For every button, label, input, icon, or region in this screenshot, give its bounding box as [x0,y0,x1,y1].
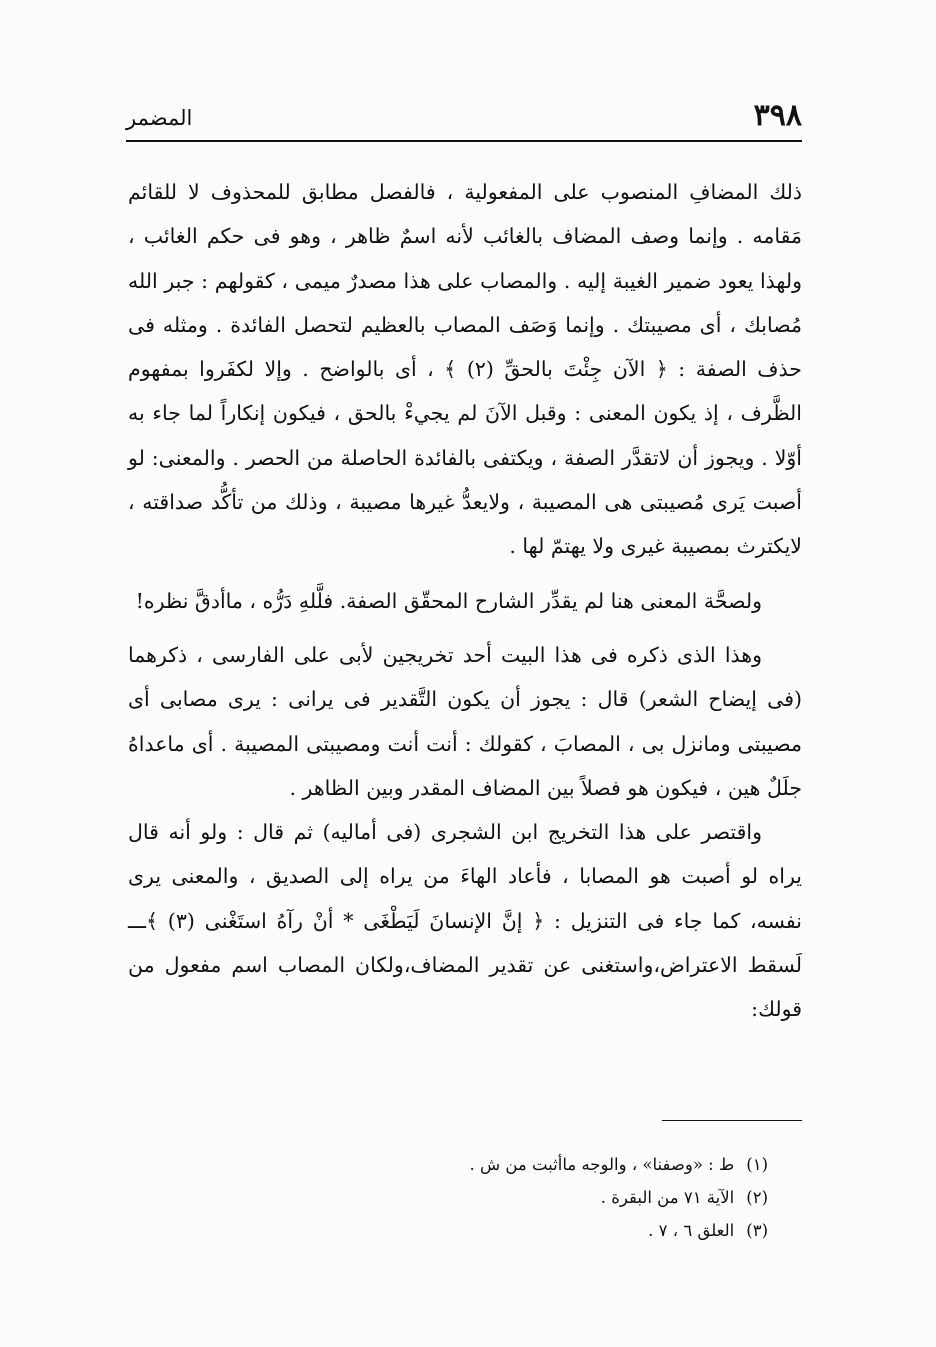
paragraph: واقتصر على هذا التخريج ابن الشجرى (فى أماليه) ثم قال : ولو أنه قال يراه لو أصبت هو المصابا ، فأعاد الهاءَ من يراه إلى الصديق ، والمعنى يرى نفسه، كما جاء فى التنزيل : ﴿ إنَّ الإنسانَ لَيَطْغَى * أنْ رآهُ استَغْنى (٣) ﴾ـــ لَسقط الاعتراض،واستغنى عن تقدير المضاف،ولكان المصاب اسم مفعول من قولك: [128,820,802,1022]
footnote-text: ط : «وصفنا» ، والوجه ماأثبت من ش . [469,1155,735,1174]
footnote-item [200,1214,768,1247]
footnote-text: الآية ٧١ من البقرة . [600,1188,735,1207]
footnote-text: العلق ٦ ، ٧ . [648,1221,735,1240]
footnote-number: (٢) [746,1188,768,1207]
footnote-number: (١) [746,1155,768,1174]
running-head: المضمر [126,106,193,130]
footnote-item [200,1148,768,1181]
page-number: ٣٩٨ [753,98,802,133]
page-header [126,96,802,142]
paragraph: وهذا الذى ذكره فى هذا البيت أحد تخريجين لأبى على الفارسى ، ذكرهما (فى إيضاح الشعر) قال : يجوز أن يكون التَّقدير فى يرانى : يرى مصابى أى مصيبتى ومانزل بى ، المصابَ ، كقولك : أنت أنت ومصيبتى المصيبة . أى ماعداهُ جلَلٌ هين ، فيكون هو فصلاً بين المضاف المقدر وبين الظاهر . [128,642,802,800]
footnotes [200,1148,768,1247]
footnote-divider [662,1120,802,1121]
paragraph: ذلك المضافِ المنصوب على المفعولية ، فالفصل مطابق للمحذوف لا للقائم مَقامه . وإنما وصف المضاف بالغائب لأنه اسمٌ ظاهر ، وهو فى حكم الغائب ، ولهذا يعود ضمير الغيبة إليه . والمصاب على هذا مصدرٌ ميمى ، كقولهم : جبر الله مُصابك ، أى مصيبتك . وإنما وَصَف المصاب بالعظيم لتحصل الفائدة . ومثله فى حذف الصفة : ﴿ الآن جِئْتَ بالحقِّ (٢) ﴾ ، أى بالواضح . وإلا لكفَروا بمفهوم الظَّرف ، إذ يكون المعنى : وقبل الآنَ لم يجيءْ بالحق ، فيكون إنكاراً لما جاء به أوّلا . ويجوز أن لاتقدَّر الصفة ، ويكتفى بالفائدة الحاصلة من الحصر . والمعنى: لو أصبت يَرى مُصيبتى هى المصيبة ، ولايعدُّ غيرها مصيبة ، وذلك من تأكُّد صداقته ، لايكترث بمصيبة غيرى ولا يهتمّ لها . [128,180,802,559]
footnote-item [200,1181,768,1214]
paragraph: ولصحَّة المعنى هنا لم يقدِّر الشارح المحقّق الصفة. فلَّلهِ دَرُّه ، ماأدقَّ نظره! [135,588,762,613]
body-text [128,170,802,1032]
footnote-number: (٣) [746,1221,768,1240]
